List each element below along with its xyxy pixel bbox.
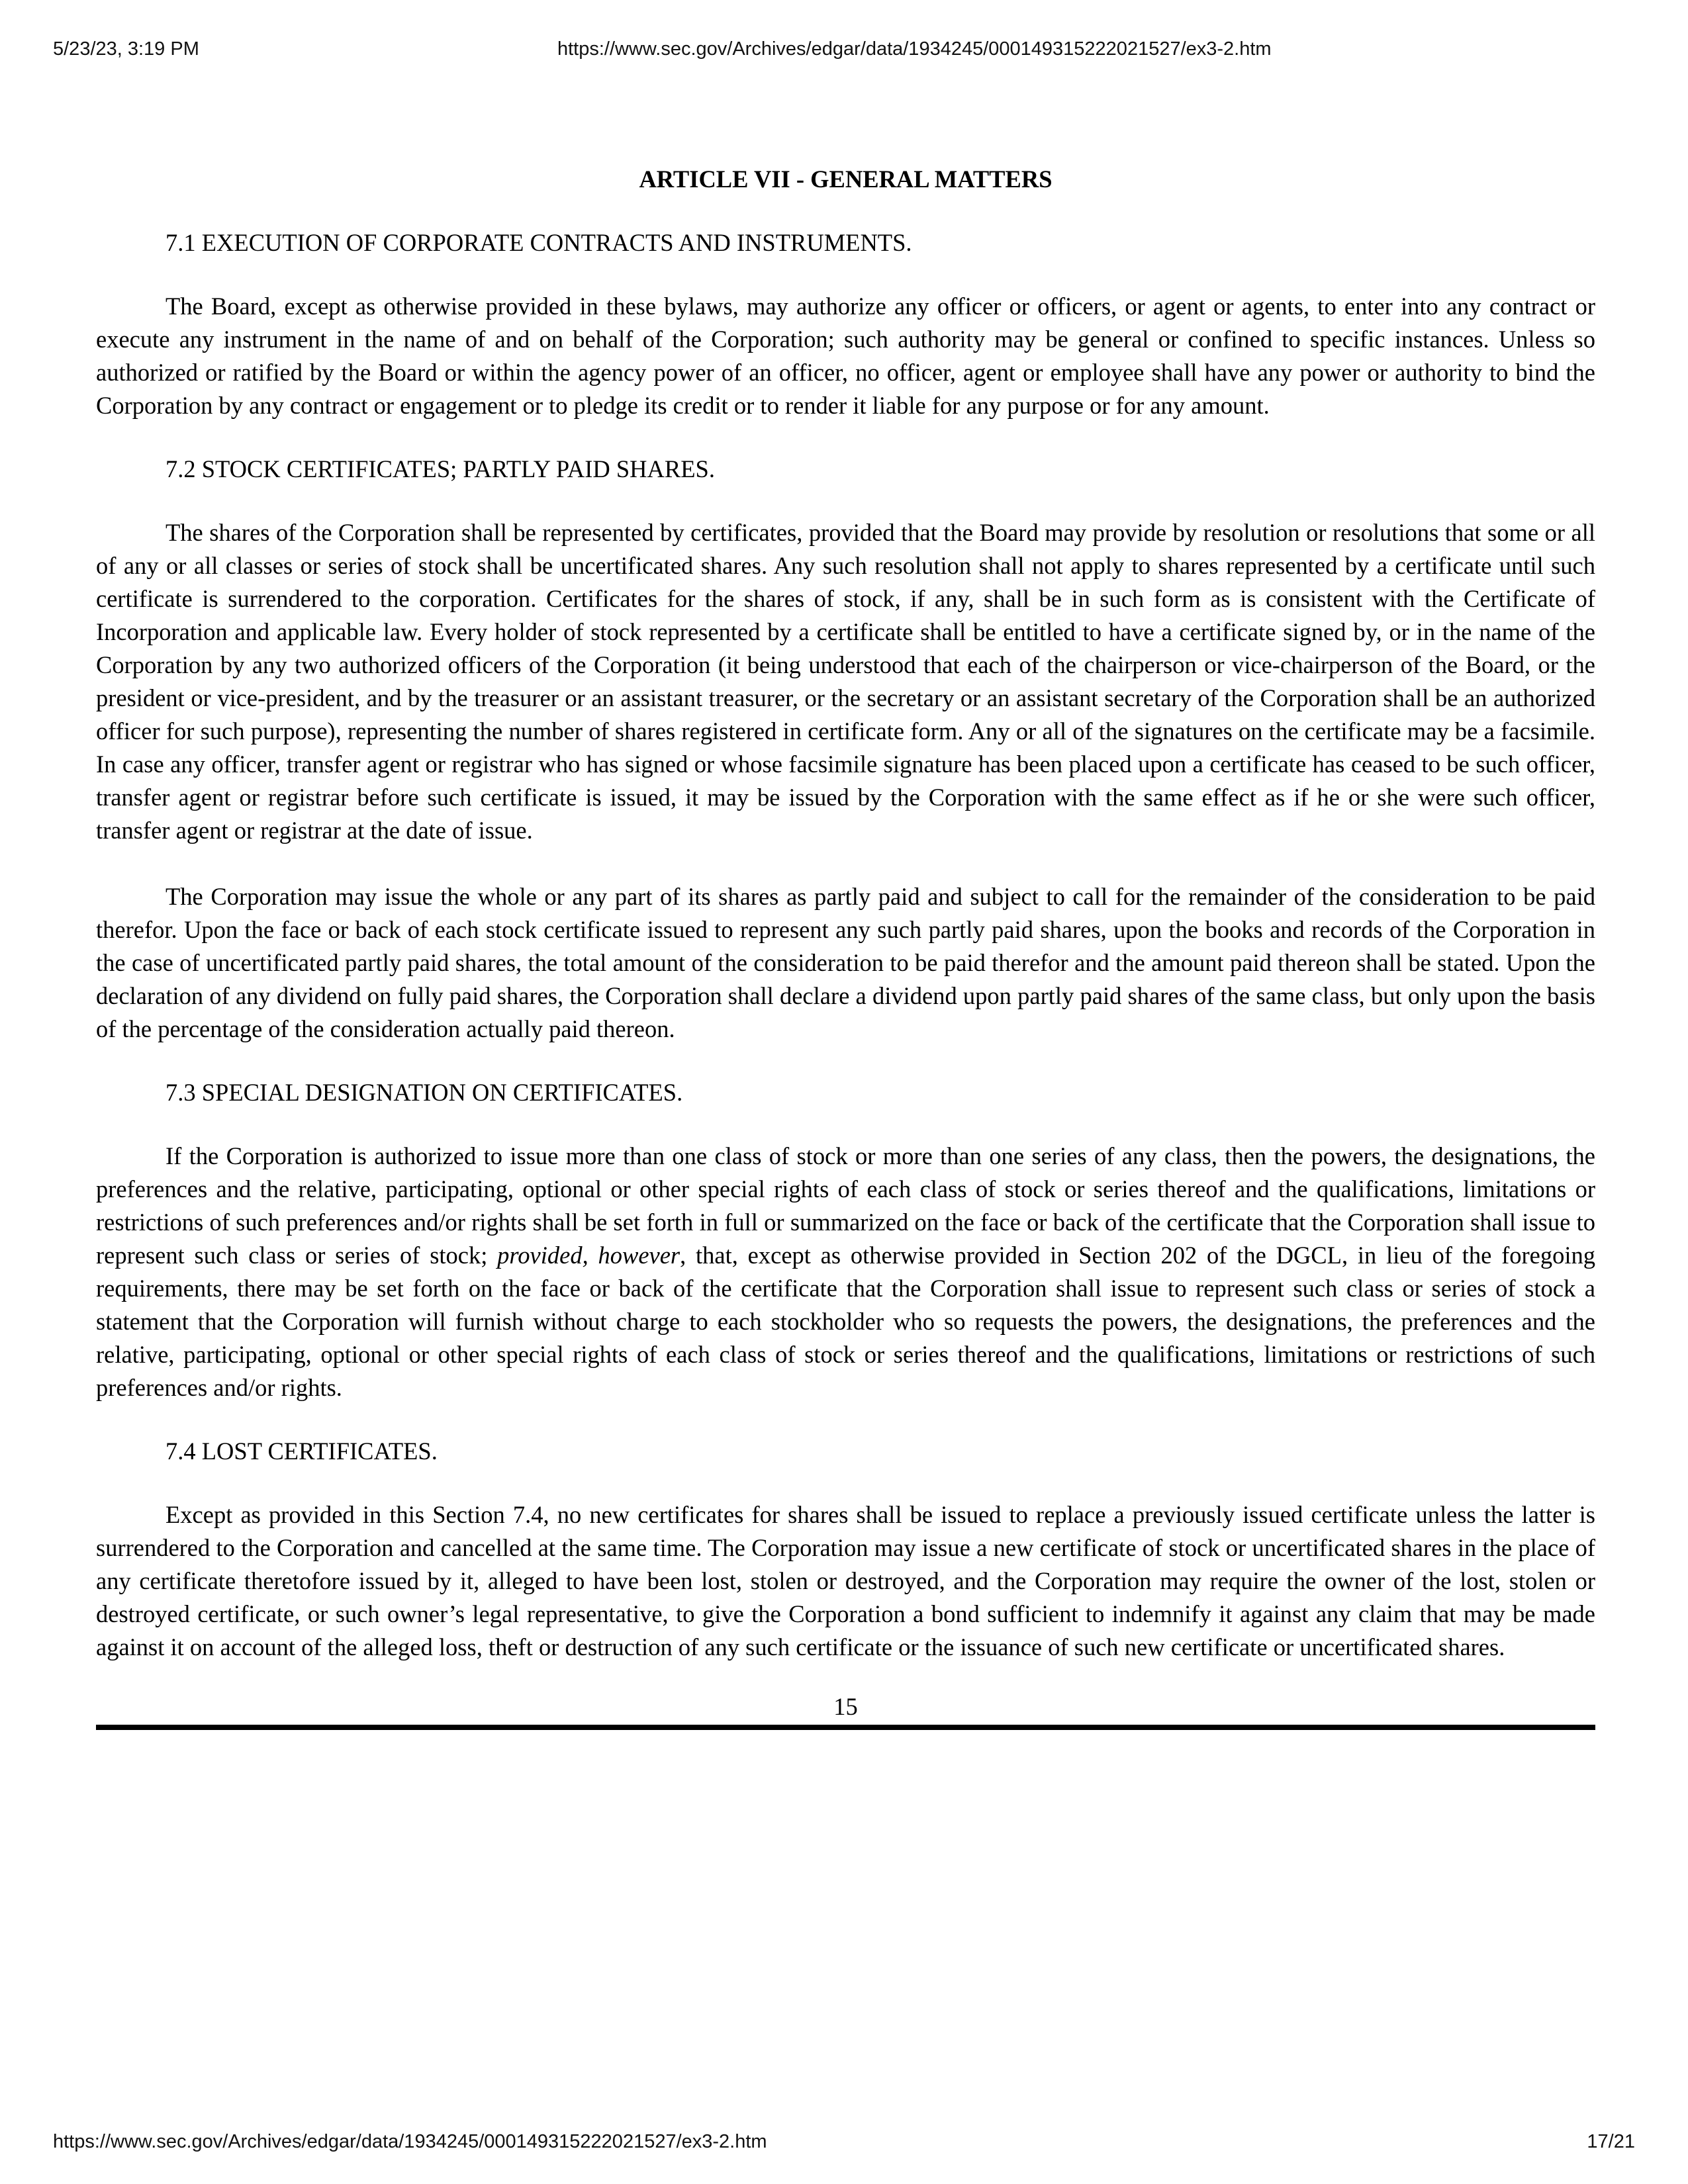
print-footer [0, 2131, 1688, 2158]
print-footer-url: https://www.sec.gov/Archives/edgar/data/1934245/000149315222021527/ex3-2.htm [53, 2131, 767, 2152]
section-heading-7-4: 7.4 LOST CERTIFICATES. [165, 1437, 438, 1465]
section-heading-7-2: 7.2 STOCK CERTIFICATES; PARTLY PAID SHARES. [165, 455, 715, 482]
print-page-count: 17/21 [1587, 2131, 1635, 2152]
print-datetime: 5/23/23, 3:19 PM [53, 38, 199, 60]
article-title: ARTICLE VII - GENERAL MATTERS [639, 165, 1053, 193]
paragraph-7-1: The Board, except as otherwise provided in these bylaws, may authorize any officer or officers, or agent or agents, to enter into any contract or execute any instrument in the name of and on behalf of the Corporation; such authority may be general or confined to specific instances. Unless so authorized or ratified by the Board or within the agency power of an officer, no officer, agent or employee shall have any power or authority to bind the Corporation by any contract or engagement or to pledge its credit or to render it liable for any purpose or for any amount. [96, 293, 1595, 419]
document-body [96, 150, 1595, 1730]
paragraph-7-3-part-1: If the Corporation is authorized to issue more than one class of stock or more than one series of any class, then the powers, the designations, the preferences and the relative, participating, optional or other special rights of each class of stock or series thereof and the qualifications, limitations or restrictions of such preferences and/or rights shall be set forth in full or summarized on the face or back of the certificate that the Corporation shall issue to represent such class or series of stock; [96, 1142, 1595, 1269]
paragraph-7-2-b: The Corporation may issue the whole or any part of its shares as partly paid and subject to call for the remainder of the consideration to be paid therefor. Upon the face or back of each stock certificate issued to represent any such partly paid shares, upon the books and records of the Corporation in the case of uncertificated partly paid shares, the total amount of the consideration to be paid therefor and the amount paid thereon shall be stated. Upon the declaration of any dividend on fully paid shares, the Corporation shall declare a dividend upon partly paid shares of the same class, but only upon the basis of the percentage of the consideration actually paid thereon. [96, 883, 1595, 1042]
paragraph-7-4: Except as provided in this Section 7.4, no new certificates for shares shall be issued to replace a previously issued certificate unless the latter is surrendered to the Corporation and cancelled at the same time. The Corporation may issue a new certificate of stock or uncertificated shares in the place of any certificate theretofore issued by it, alleged to have been lost, stolen or destroyed, and the Corporation may require the owner of the lost, stolen or destroyed certificate, or such owner’s legal representative, to give the Corporation a bond sufficient to indemnify it against any claim that may be made against it on account of the alleged loss, theft or destruction of any such certificate or the issuance of such new certificate or uncertificated shares. [96, 1501, 1595, 1661]
section-heading-7-1: 7.1 EXECUTION OF CORPORATE CONTRACTS AND INSTRUMENTS. [165, 229, 912, 256]
paragraph-7-3-italic: provided, however [497, 1242, 680, 1269]
paragraph-7-2-a: The shares of the Corporation shall be represented by certificates, provided that the Board may provide by resolution or resolutions that some or all of any or all classes or series of stock shall be uncertificated shares. Any such resolution shall not apply to shares represented by a certificate until such certificate is surrendered to the corporation. Certificates for the shares of stock, if any, shall be in such form as is consistent with the Certificate of Incorporation and applicable law. Every holder of stock represented by a certificate shall be entitled to have a certificate signed by, or in the name of the Corporation by any two authorized officers of the Corporation (it being understood that each of the chairperson or vice-chairperson of the Board, or the president or vice-president, and by the treasurer or an assistant treasurer, or the secretary or an assistant secretary of the Corporation shall be an authorized officer for such purpose), representing the number of shares registered in certificate form. Any or all of the signatures on the certificate may be a facsimile. In case any officer, transfer agent or registrar who has signed or whose facsimile signature has been placed upon a certificate has ceased to be such officer, transfer agent or registrar before such certificate is issued, it may be issued by the Corporation with the same effect as if he or she were such officer, transfer agent or registrar at the date of issue. [96, 519, 1595, 844]
paragraph-7-3 [96, 1140, 1595, 1404]
print-header-url: https://www.sec.gov/Archives/edgar/data/1934245/000149315222021527/ex3-2.htm [557, 38, 1272, 60]
page-number: 15 [833, 1693, 858, 1720]
section-heading-7-3: 7.3 SPECIAL DESIGNATION ON CERTIFICATES. [165, 1079, 683, 1106]
page-divider-rule [96, 1725, 1595, 1730]
paragraph-7-3-part-2: , that, except as otherwise provided in Section 202 of the DGCL, in lieu of the foregoing requirements, there may be set forth on the face or back of the certificate that the Corporation shall issue to represent such class or series of stock a statement that the Corporation will furnish without charge to each stockholder who so requests the powers, the designations, the preferences and the relative, participating, optional or other special rights of each class of stock or series thereof and the qualifications, limitations or restrictions of such preferences and/or rights. [96, 1242, 1595, 1401]
print-header [0, 38, 1688, 65]
